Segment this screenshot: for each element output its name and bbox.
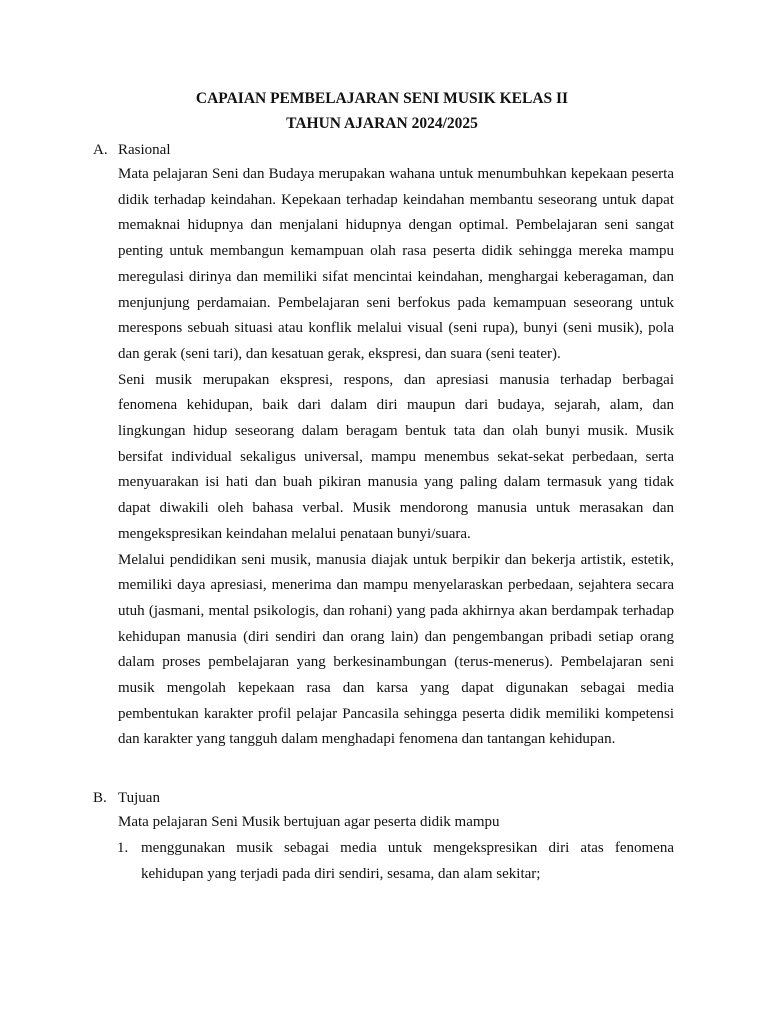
section-rasional: [0, 138, 674, 753]
section-intro: Mata pelajaran Seni Musik bertujuan agar peserta didik mampu: [118, 814, 500, 831]
section-tujuan: [0, 786, 674, 887]
objectives-list: [0, 836, 674, 887]
list-item: [117, 836, 674, 887]
title-line-1: CAPAIAN PEMBELAJARAN SENI MUSIK KELAS II: [195, 90, 569, 107]
section-title: Tujuan: [118, 790, 160, 807]
title-line-2: TAHUN AJARAN 2024/2025: [286, 115, 478, 132]
paragraph: Seni musik merupakan ekspresi, respons, dan apresiasi manusia terhadap berbagai fenomena kehidupan, baik dari dalam diri maupun dari budaya, sejarah, alam, dan lingkungan hidup seseorang dalam beragam bentuk tata dan olah bunyi musik. Musik bersifat individual sekaligus universal, mampu menembus sekat-sekat perbedaan, serta menyuarakan isi hati dan buah pikiran manusia yang paling dalam termasuk yang tidak dapat diwakili oleh bahasa verbal. Musik mendorong manusia untuk merasakan dan mengekspresikan keindahan melalui penataan bunyi/suara.: [118, 371, 674, 542]
section-letter: B.: [93, 790, 107, 807]
list-number: 1.: [117, 839, 129, 856]
section-title: Rasional: [118, 142, 171, 158]
section-heading: [0, 786, 674, 810]
paragraph: Melalui pendidikan seni musik, manusia diajak untuk berpikir dan bekerja artistik, estetik, memiliki daya apresiasi, menerima dan mampu menyelaraskan perbedaan, sejahtera secara utuh (jasmani, mental psikologis, dan rohani) yang pada akhirnya akan berdampak terhadap kehidupan manusia (diri sendiri dan orang lain) dan pengembangan pribadi setiap orang dalam proses pembelajaran yang berkesinambungan (terus-menerus). Pembelajaran seni musik mengolah kepekaan rasa dan karsa yang dapat digunakan sebagai media pembentukan karakter profil pelajar Pancasila sehingga peserta didik memiliki kompetensi dan karakter yang tangguh dalam menghadapi fenomena dan tantangan kehidupan.: [118, 551, 674, 748]
section-heading: [0, 138, 674, 162]
list-text: menggunakan musik sebagai media untuk mengekspresikan diri atas fenomena kehidupan yang terjadi pada diri sendiri, sesama, dan alam sekitar;: [141, 839, 674, 882]
section-spacer: [0, 753, 674, 784]
section-letter: A.: [93, 142, 108, 158]
paragraph: Mata pelajaran Seni dan Budaya merupakan wahana untuk menumbuhkan kepekaan peserta didik terhadap keindahan. Kepekaan terhadap keindahan membantu seseorang untuk dapat memaknai hidupnya dan menjalani hidupnya dengan optimal. Pembelajaran seni sangat penting untuk membangun kemampuan olah rasa peserta didik sehingga mereka mampu meregulasi dirinya dan memiliki sifat mencintai keindahan, menghargai keberagaman, dan menjunjung perdamaian. Pembelajaran seni berfokus pada kemampuan seseorang untuk merespons sebuah situasi atau konflik melalui visual (seni rupa), bunyi (seni musik), pola dan gerak (seni tari), dan kesatuan gerak, ekspresi, dan suara (seni teater).: [118, 166, 674, 362]
document-title: [60, 0, 704, 136]
